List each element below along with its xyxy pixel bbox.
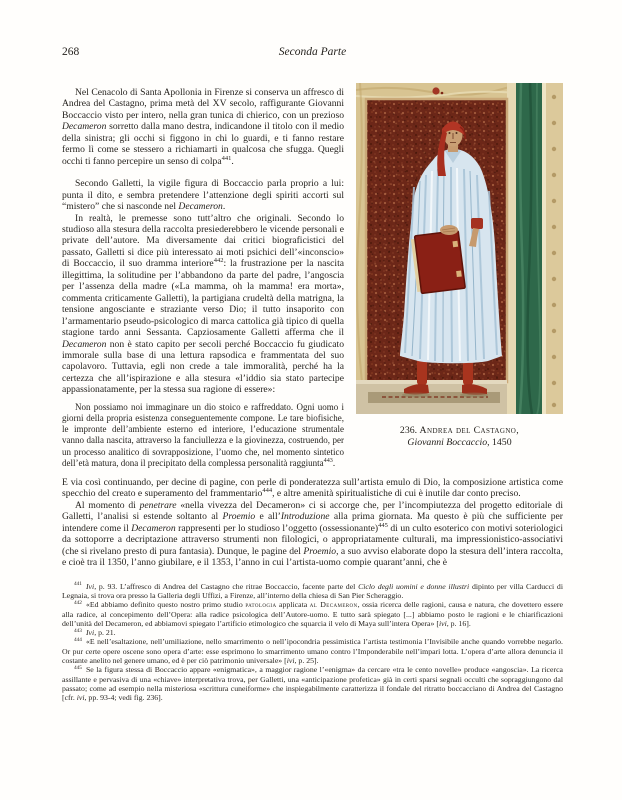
footnote-number: 445: [74, 664, 82, 671]
footnote-442: [62, 600, 563, 628]
footnote-text: «E nell’esaltazione, nell’umiliazione, nello smarrimento o nell’ipocondria pessimistica l’artista testimonia l’Invisibile anche quando vorrebbe negarlo. Or pur certe opere oscene sono opera d’arte: esse esprimono lo smarrimento umano contro l’Imponderabile nell’impari lotta. L’opera d’arte allora denuncia il costante anelito nel genere umano, ed è per ciò patrimonio universale» [ivi, p. 25].: [62, 637, 563, 665]
footnote-text: Ivi, p. 93. L’affresco di Andrea del Castagno che ritrae Boccaccio, facente parte del Ciclo degli uomini e donne illustri dipinto per villa Carducci di Legnaia, si trova ora presso la Galleria degli Uffizi, a Firenze, all’interno della chiesa di San Pier Scheraggio.: [62, 581, 563, 600]
footnote-443: [62, 628, 563, 637]
footnote-text: «Ed abbiamo definito questo nostro primo studio patologia applicata al Decameron, ossia ricerca delle ragioni, causa e natura, che dovettero essere alla radice, al concepimento dell’Opera: alla radice psicologica dell’Autore-uomo. E tutto sarà spiegato [...] abbiamo posto le ragioni e le chiarificazioni dell’unità del Decameron, ed abbiamovi spiegato l’artificio etimologico che squarcia il velo di Maya sull’intera Opera» [ivi, p. 16].: [62, 600, 563, 628]
paragraph-1: Nel Cenacolo di Santa Apollonia in Firenze si conserva un affresco di Andrea del Castagno, prima metà del XV secolo, raffigurante Giovanni Boccaccio visto per intero, nella gran tunica di chierico, con un prezioso Decameron sorretto dalla mano destra, indicandone il titolo con il medio della sinistra; gli occhi si figgono in chi lo guardi, e ti fanno restare fermo lì come se stessero a richiamarti in qualcosa che sfugga. Quegli occhi ti fanno percepire un senso di colpa$^{441}$.: [62, 87, 344, 167]
figure-caption-line1: 236. Andrea del Castagno,: [399, 425, 520, 436]
running-title: Seconda Parte: [278, 46, 347, 58]
paragraph-3: In realtà, le premesse sono tutt’altro che originali. Secondo lo studioso alla stesura della raccolta presiederebbero le vicende personali e private dell’autore. Ma diversamente dai critici biograficistici del passato, Galletti si dice più interessato ai moti psichici dell’«inconscio» di Boccaccio, il suo dramma interiore$^{442}$: la frustrazione per la nascita illegittima, la solitudine per l’abbandono da parte del padre, l’angoscia per l’assenza della madre («La mamma, oh la mamma! era morta», commenta criticamente Galletti), la partigiana crudeltà della matrigna, la tensione angosciante e straziante verso Dio; il tutto insaporito con l’armamentario pseudo-psicologico di marca cattolica già tipico di quella stagione tardo anni Sessanta. Capziosamente Galletti afferma che il Decameron non è stato capito per secoli perché Boccaccio fu giudicato immorale sulla base di una lettura rapsodica e frammentata del suo capolavoro. Tuttavia, egli non crede a tale immoralità, perché ha la certezza che all’ispirazione e alla stesura «l’iddio sia stato partecipe appassionatamente, per la stessa sua ragione di essere»:: [62, 212, 344, 396]
figure-caption: [356, 425, 563, 448]
page-number: 268: [62, 46, 80, 58]
footnote-number: 442: [74, 599, 82, 606]
footnote-number: 441: [74, 581, 82, 588]
footnote-444: [62, 637, 563, 665]
footnote-445: [62, 665, 563, 702]
paragraph-2: Secondo Galletti, la vigile figura di Boccaccio parla proprio a lui: punta il dito, e sembra pretendere l’attenzione degli spiriti accorti sul “mistero” che si nasconde nel Decameron.: [62, 178, 344, 213]
footnote-number: 444: [74, 636, 82, 643]
paragraph-5: Al momento di penetrare «nella vivezza del Decameron» ci si accorge che, per l’incompiutezza del progetto editoriale di Galletti, l’analisi si estende soltanto al Proemio e all’Introduzione alla prima giornata. Ma questo è più che sufficiente per intendere come il Decameron rappresenti per lo studioso l’oggetto (ossessionante)$^{445}$ di un culto esoterico con motivi soteriologici da sottoporre a decriptazione attraverso strumenti non filologici, o appropriatamente culturali, ma impressionistico-associativi (che si rivelano presto di pura fantasia). Dunque, le pagine del Proemio, a suo avviso elaborate dopo la stesura dell’intera raccolta, e cioè tra il 1350, l’anno giubilare, e il 1353, l’anno in cui l’artista-uomo compie quarant’anni, che è: [62, 499, 564, 569]
paragraph-4: E via così continuando, per decine di pagine, con perle di ponderatezza sull’artista emulo di Dio, la composizione artistica come specchio del creato e superamento del frammentario$^{444}$, e altre amenità spiritualistiche di cui è inutile dar conto preciso.: [62, 477, 563, 500]
running-head: [62, 46, 563, 60]
footnote-number: 443: [74, 627, 82, 634]
footnote-text: Ivi, p. 21.: [85, 628, 116, 638]
figure-caption-line2: Giovanni Boccaccio, 1450: [407, 436, 512, 448]
footnotes-section: [62, 582, 563, 703]
footnote-text: Se la figura stessa di Boccaccio appare «enigmatica», a maggior ragione l’«enigma» da cercare «tra le cento novelle» produce «angoscia». La ricerca assillante e pervasiva di una «chiave» interpretativa trova, per Galletti, una «anticipazione profetica» già in certi sparsi segnali occulti che sopraggiungono dal passato; come ad esempio nella misteriosa «scrittura cuneiforme» che inspiegabilmente caratterizza il fondale del ritratto boccacciano di Andrea del Castagno [cfr. ivi, pp. 93-4; vedi fig. 236].: [62, 665, 563, 703]
figure-236: [356, 83, 563, 448]
body-text: [62, 87, 563, 702]
block-quote: Non possiamo noi immaginare un dio stoico e raffreddato. Ogni uomo i giorni della propria esistenza conseguentemente compone. Le tare biofisiche, le impronte dell’ambiente esterno ed interiore, l’educazione strumentale vanno dalla nascita, attraverso la fanciullezza e la giovinezza, costruendo, per un processo analitico di sovrapposizione, l’uomo che, nel momento sintetico dell’età matura, dona il precipitato della complessa personalità raggiunta$^{443}$.: [62, 401, 344, 468]
boccaccio-fresco-image: [356, 83, 563, 414]
footnote-441: [62, 582, 563, 601]
